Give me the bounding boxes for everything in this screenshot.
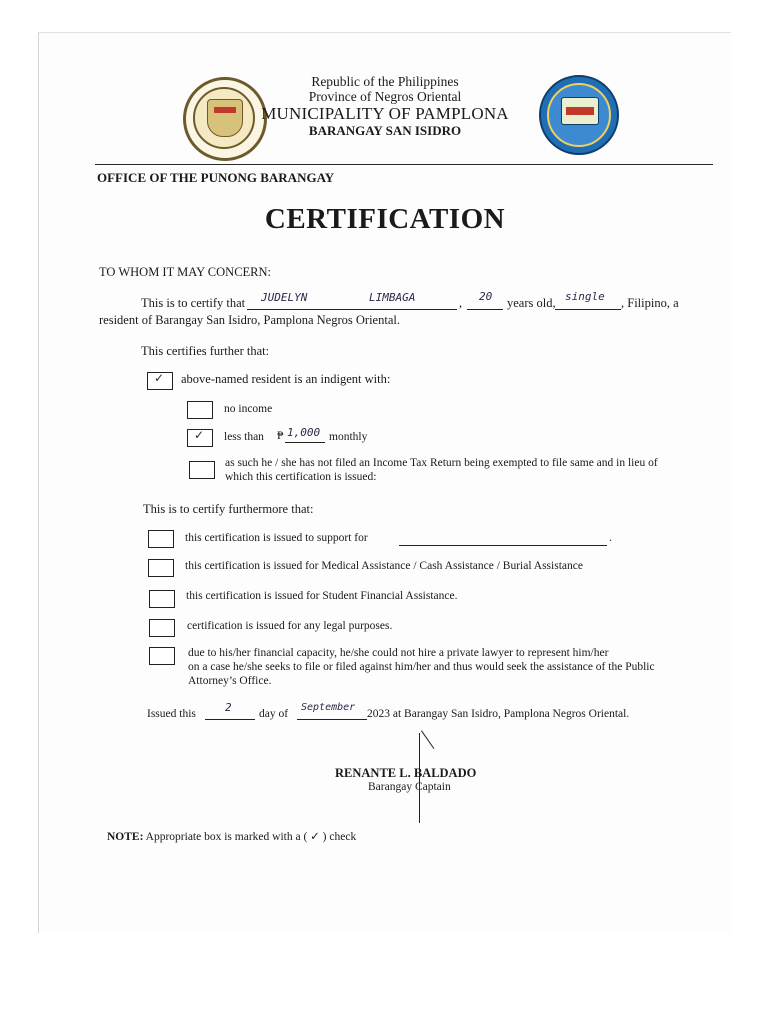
itr-line-1: as such he / she has not filed an Income Tax Return being exempted to file same and in lieu of bbox=[225, 457, 658, 469]
note bbox=[107, 829, 356, 843]
resident-last-name: LIMBAGA bbox=[369, 291, 416, 304]
name-underline bbox=[247, 309, 457, 310]
support-underline bbox=[399, 545, 607, 546]
issued-rest: 2023 at Barangay San Isidro, Pamplona Negros Oriental. bbox=[367, 708, 630, 720]
age-underline bbox=[467, 309, 503, 310]
checkmark-icon: ✓ bbox=[154, 371, 165, 385]
student-label: this certification is issued for Student Financial Assistance. bbox=[186, 590, 458, 602]
indigent-checkbox[interactable] bbox=[147, 372, 173, 390]
certify-furthermore: This is to certify furthermore that: bbox=[143, 502, 314, 516]
signatory-position: Barangay Captain bbox=[368, 781, 451, 793]
less-than-label: less than bbox=[224, 431, 264, 443]
header-republic: Republic of the Philippines bbox=[311, 74, 459, 89]
salutation: TO WHOM IT MAY CONCERN: bbox=[99, 265, 272, 279]
legal-label: certification is issued for any legal purposes. bbox=[187, 620, 393, 632]
pao-line-2: on a case he/she seeks to file or filed against him/her and thus would seek the assistance of the Public bbox=[188, 661, 655, 673]
age-suffix: years old, bbox=[507, 296, 556, 310]
less-than-checkbox[interactable] bbox=[187, 429, 213, 447]
header-province: Province of Negros Oriental bbox=[308, 89, 462, 104]
signatory-name: RENANTE L. BALDADO bbox=[335, 766, 477, 780]
pao-line-3: Attorney’s Office. bbox=[188, 675, 272, 687]
student-checkbox[interactable] bbox=[149, 590, 175, 608]
indigent-label: above-named resident is an indigent with: bbox=[181, 372, 391, 386]
legal-checkbox[interactable] bbox=[149, 619, 175, 637]
support-label: this certification is issued to support for bbox=[185, 532, 368, 544]
amount-underline bbox=[285, 442, 325, 443]
day-of: day of bbox=[259, 708, 289, 720]
support-period: . bbox=[609, 532, 612, 544]
itr-checkbox[interactable] bbox=[189, 461, 215, 479]
checkmark-icon: ✓ bbox=[310, 829, 320, 843]
note-label: NOTE: bbox=[107, 831, 144, 843]
checkmark-icon: ✓ bbox=[194, 428, 205, 442]
header-municipality: MUNICIPALITY OF PAMPLONA bbox=[261, 104, 509, 123]
no-income-label: no income bbox=[224, 403, 273, 415]
pao-checkbox[interactable] bbox=[149, 647, 175, 665]
pao-line-1: due to his/her financial capacity, he/she could not hire a private lawyer to represent him/her bbox=[188, 647, 609, 659]
resident-first-name: JUDELYN bbox=[261, 291, 308, 304]
residence-text: resident of Barangay San Isidro, Pamplona Negros Oriental. bbox=[99, 313, 400, 327]
comma: , bbox=[459, 296, 463, 310]
header-divider bbox=[95, 164, 713, 165]
day-underline bbox=[205, 719, 255, 720]
document-title: CERTIFICATION bbox=[264, 203, 506, 235]
office-title: OFFICE OF THE PUNONG BARANGAY bbox=[97, 170, 335, 185]
certify-lead: This is to certify that bbox=[141, 296, 246, 310]
header-barangay: BARANGAY SAN ISIDRO bbox=[308, 123, 462, 138]
month-underline bbox=[297, 719, 367, 720]
monthly-label: monthly bbox=[329, 431, 368, 443]
medical-label: this certification is issued for Medical Assistance / Cash Assistance / Burial Assistance bbox=[185, 560, 583, 572]
issued-lead: Issued this bbox=[147, 708, 196, 720]
signature-hook bbox=[421, 730, 434, 749]
civil-status: single bbox=[565, 290, 605, 303]
medical-checkbox[interactable] bbox=[148, 559, 174, 577]
nationality: , Filipino, a bbox=[621, 296, 679, 310]
no-income-checkbox[interactable] bbox=[187, 401, 213, 419]
peso-sign: ₱ bbox=[277, 430, 284, 442]
note-text: Appropriate box is marked with a ( bbox=[145, 831, 308, 843]
status-underline bbox=[555, 309, 621, 310]
certifies-further: This certifies further that: bbox=[141, 344, 270, 358]
issued-month: September bbox=[301, 702, 356, 713]
issued-day: 2 bbox=[225, 701, 232, 714]
note-end: ) check bbox=[322, 831, 357, 843]
itr-line-2: which this certification is issued: bbox=[225, 471, 377, 483]
support-checkbox[interactable] bbox=[148, 530, 174, 548]
resident-age: 20 bbox=[479, 290, 493, 303]
certification-document bbox=[38, 32, 731, 933]
income-amount: 1,000 bbox=[287, 426, 321, 439]
